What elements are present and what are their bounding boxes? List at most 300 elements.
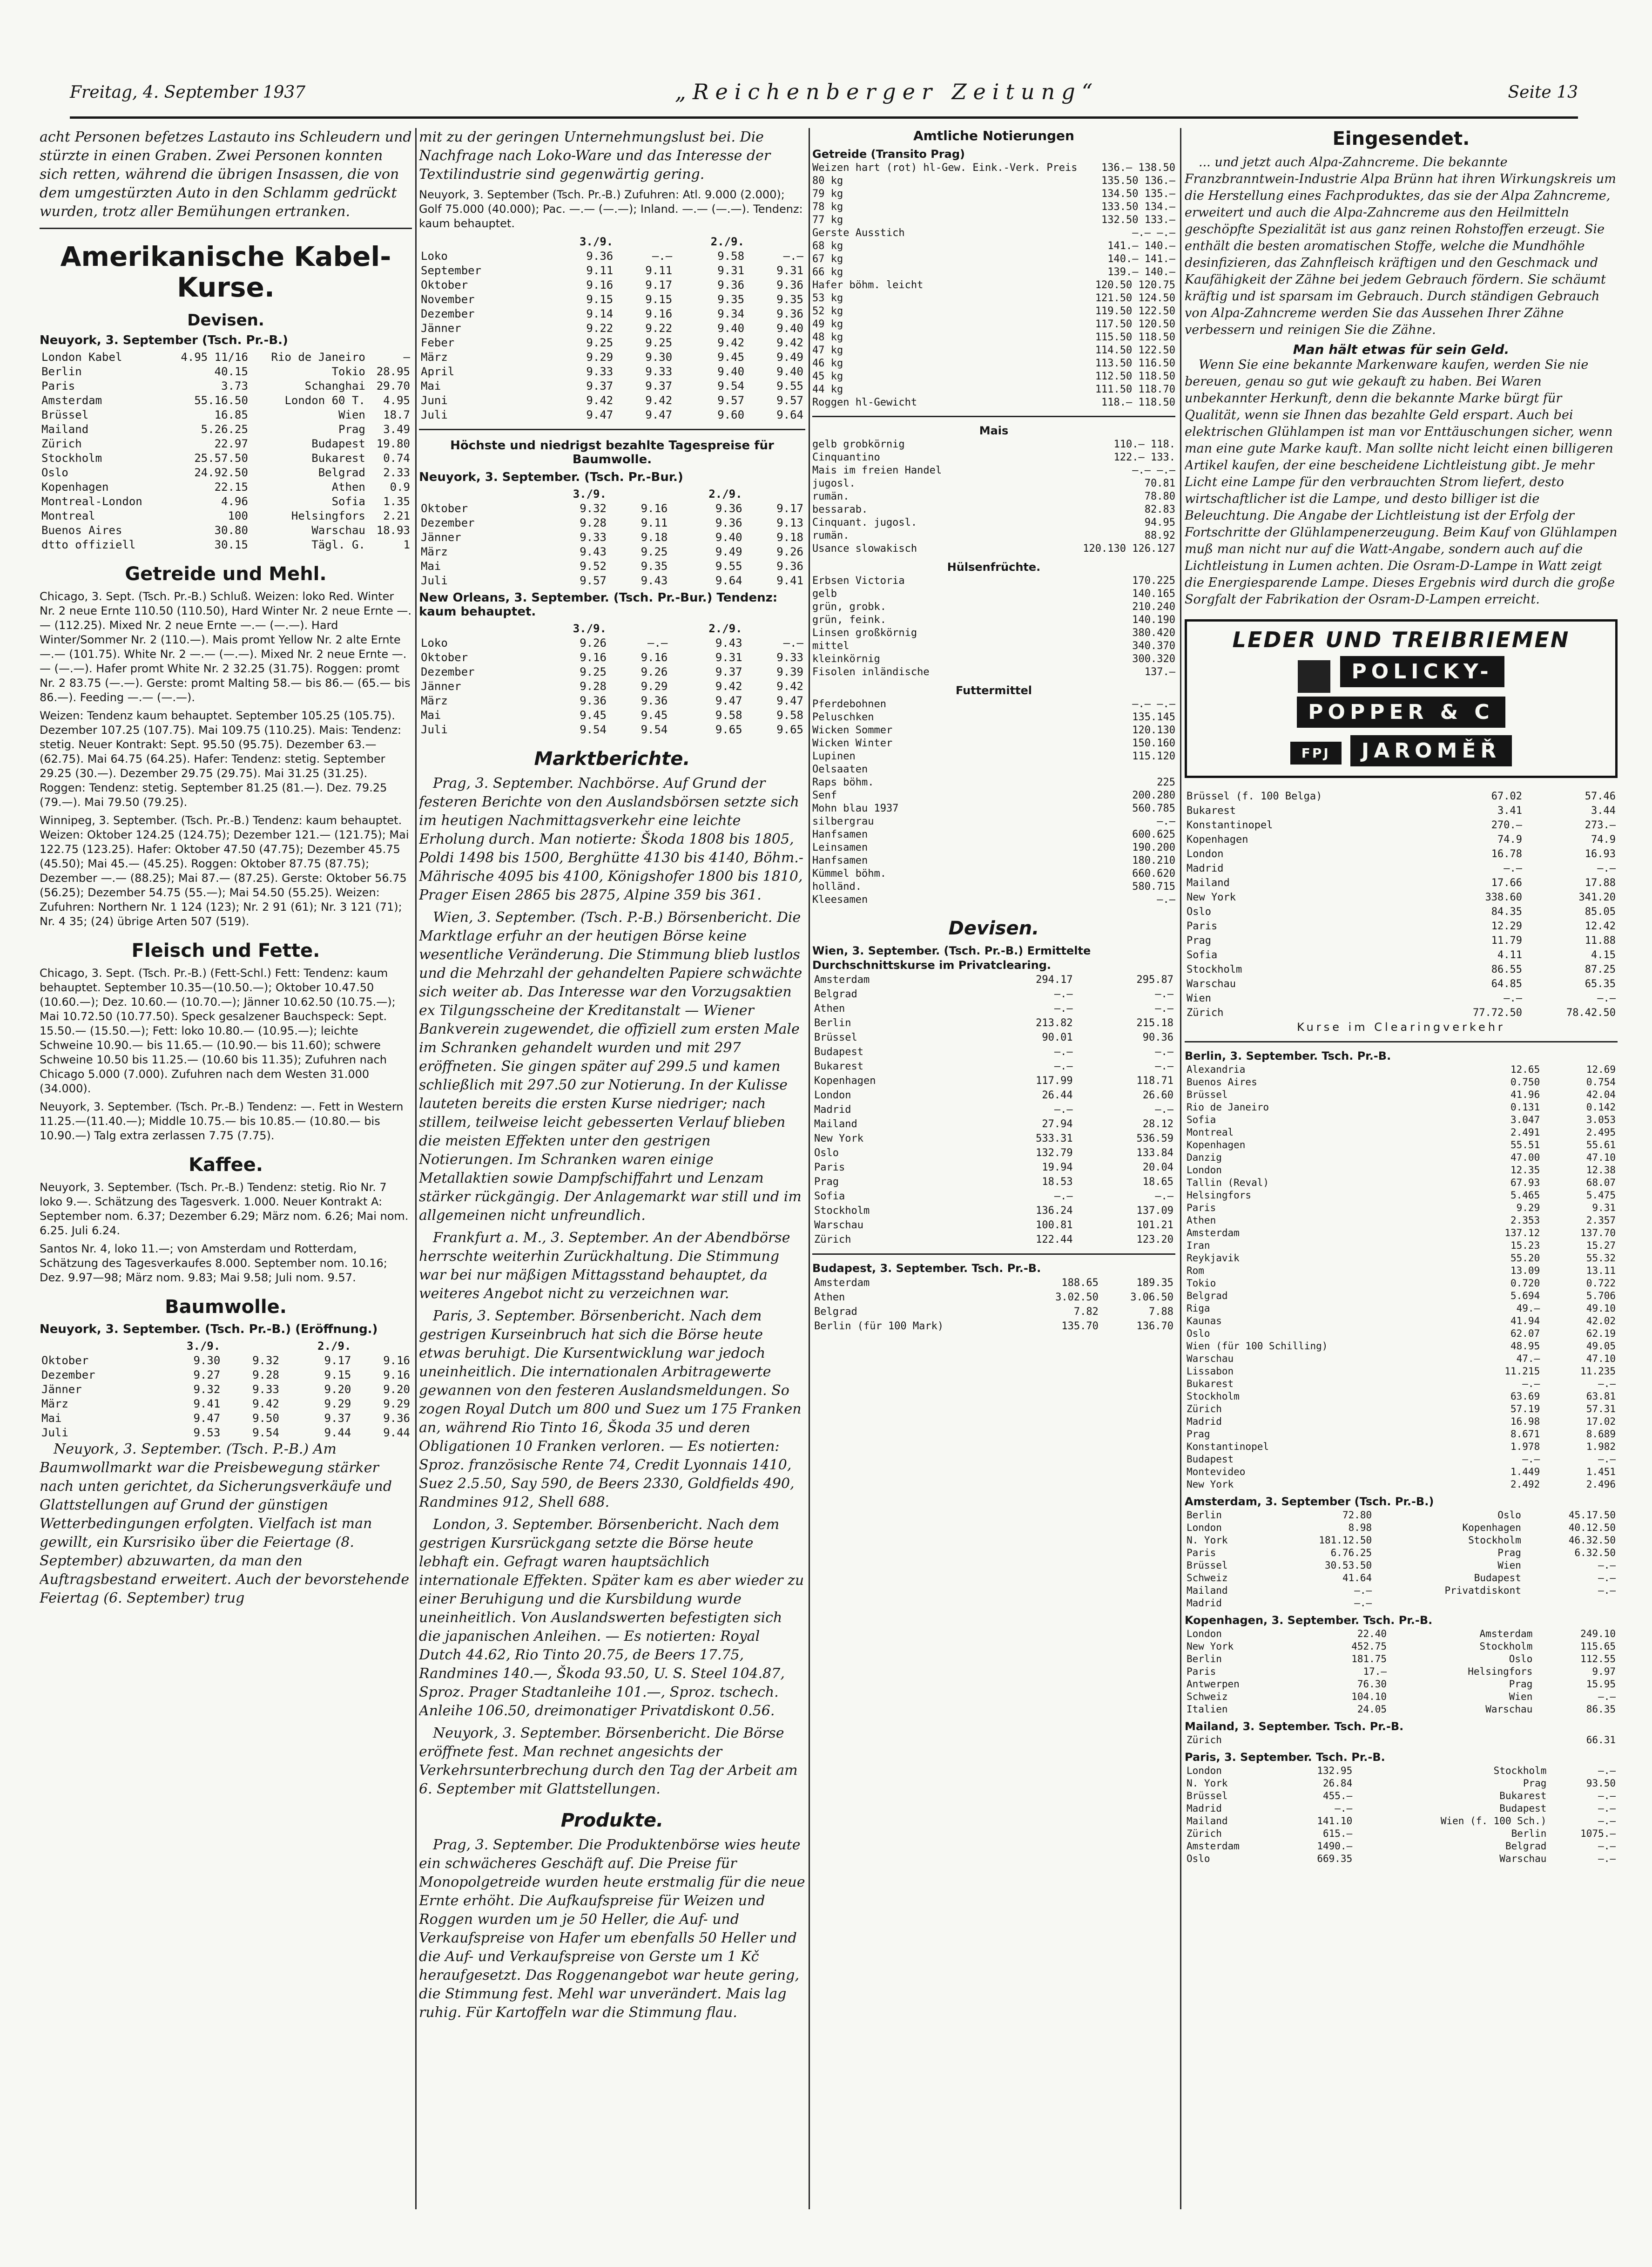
getreide-price-row: [812, 266, 1175, 279]
devisen-row: [40, 466, 412, 480]
list-cell: Cinquantino: [812, 452, 880, 463]
list-cell: 140.190: [1132, 614, 1175, 626]
table-cell: Tägl. G.: [311, 538, 365, 551]
table-cell: Dezember: [421, 307, 475, 320]
table-cell: Mai: [421, 560, 441, 573]
table-cell: Prag: [1497, 1547, 1521, 1558]
clearing-row: [1185, 934, 1618, 948]
table-cell: —.—: [1598, 1559, 1616, 1571]
column-header: 2./9.: [708, 622, 742, 635]
berlin-title: Berlin, 3. September. Tsch. Pr.-B.: [1185, 1049, 1391, 1062]
table-cell: 9.37: [586, 379, 614, 392]
table-cell: New York: [1187, 891, 1236, 903]
hoechst-row: [419, 501, 805, 516]
table-cell: Wien (für 100 Schilling): [1187, 1340, 1328, 1352]
table-cell: 29.70: [376, 379, 410, 392]
column-header: [419, 235, 543, 249]
table-cell: 77.72.50: [1473, 1007, 1522, 1019]
list-cell: Hanfsamen: [812, 855, 868, 866]
table-cell: 100: [228, 509, 248, 522]
table-cell: Warschau: [1187, 1353, 1234, 1364]
berlin-row: [1185, 1390, 1618, 1403]
table-cell: 90.01: [1042, 1032, 1073, 1043]
clearing-row: [1185, 919, 1618, 934]
kopenhagen-row: [1185, 1678, 1618, 1691]
table-cell: 2.21: [383, 509, 410, 522]
table-cell: New York: [1187, 1478, 1234, 1490]
table-cell: 9.20: [383, 1383, 410, 1396]
berlin-row: [1185, 1202, 1618, 1214]
devisen-wien-row: [812, 1189, 1175, 1204]
table-cell: Berlin: [1511, 1827, 1547, 1839]
table-cell: Amsterdam: [1479, 1628, 1533, 1639]
list-cell: 82.83: [1144, 504, 1175, 515]
table-cell: Montreal: [1187, 1126, 1234, 1138]
list-cell: 135.50 136.—: [1101, 175, 1175, 187]
table-cell: Oslo: [1497, 1509, 1521, 1521]
table-cell: 5.706: [1586, 1290, 1616, 1301]
table-cell: 40.15: [214, 365, 248, 378]
getreide-report-2: Weizen: Tendenz kaum behauptet. September 105.25 (105.75). Dezember 107.25 (107.75). Mai 109.75 (110.25). Mais: Tendenz: stetig. Neuer Kontrakt: Sept. 95.50 (95.75). Dezember 63.— (62.75). Mai 64.75 (64.25). Hafer: Tendenz: stetig. September 29.25 (30.—). Dezember 29.75 (29.75). Mai 31.25 (31.25). Roggen: Tendenz: stetig. September 81.25 (81.—). Dez. 79.25 (79.—). Mai 79.50 (79.25).: [40, 709, 402, 809]
list-cell: 200.280: [1132, 790, 1175, 801]
table-header-row: [40, 1339, 412, 1353]
issue-date: Freitag, 4. September 1937: [70, 83, 306, 102]
table-cell: 17.—: [1363, 1665, 1387, 1677]
list-cell: 112.50 118.50: [1095, 371, 1175, 382]
table-cell: —.—: [1155, 1191, 1173, 1202]
table-cell: Paris: [41, 379, 75, 392]
new-orleans-table: [419, 622, 805, 737]
table-cell: —.—: [1598, 1572, 1616, 1584]
column-header: [608, 622, 669, 636]
table-cell: 74.9: [1591, 833, 1616, 846]
table-cell: 62.07: [1510, 1327, 1540, 1339]
mais-price-row: [812, 529, 1175, 542]
berlin-row: [1185, 1478, 1618, 1491]
hoechst-title: Höchste und niedrigst bezahlte Tagespreise für Baumwolle.: [450, 439, 774, 467]
table-cell: 9.11: [645, 264, 673, 277]
table-cell: —.—: [1335, 1802, 1353, 1814]
hoechst-row: [419, 545, 805, 559]
table-cell: 3.44: [1591, 805, 1616, 817]
baumwolle-neuyork-row: [419, 350, 805, 365]
eingesendet-title-2: Man hält etwas für sein Geld.: [1293, 342, 1510, 357]
getreide-price-row: [812, 331, 1175, 344]
table-cell: Brüssel: [1187, 1089, 1228, 1100]
table-cell: 85.05: [1585, 906, 1616, 918]
table-cell: 7.82: [1073, 1306, 1099, 1318]
getreide-head: Getreide (Transito Prag): [812, 148, 965, 161]
table-header-row: [419, 235, 805, 249]
clearing-caption: Kurse im Clearingverkehr: [1297, 1020, 1505, 1034]
berlin-table: [1185, 1063, 1618, 1491]
list-cell: 660.620: [1132, 868, 1175, 880]
baumwolle-table: [40, 1339, 412, 1440]
divider: [1185, 1041, 1618, 1042]
fleisch-report: Chicago, 3. Sept. (Tsch. Pr.-B.) (Fett-Schl.) Fett: Tendenz: kaum behauptet. September 10.35—(10.50.—); Oktober 10.47.50 (10.60.—); Dez. 10.60.— (10.70.—); Jänner 10.62.50 (10.75.—); Mai 10.72.50 (10.77.50). Speck gesalzener Bauchspeck: Sept. 15.50.— (15.50.—); Fett: loko 10.80.— (10.95.—); leichte Schweine 10.90.— bis 11.65.— (10.90.— bis 11.60); schwere Schweine 10.50 bis 11.25.— (10.60 bis 11.35); Zufuhren nach Chicago 5.000 (7.000). Zufuhren nach dem Westen 31.000 (34.000).: [40, 967, 396, 1095]
table-cell: 18.65: [1142, 1176, 1173, 1188]
devisen-wien-dateline: Wien, 3. September. (Tsch. Pr.-B.) Ermittelte Durchschnittskurse im Privatclearing.: [812, 944, 1091, 972]
table-cell: 15.23: [1510, 1239, 1540, 1251]
table-cell: 24.05: [1357, 1703, 1387, 1715]
list-cell: 79 kg: [812, 188, 843, 200]
table-cell: [1523, 1597, 1618, 1610]
new-orleans-row: [419, 708, 805, 723]
table-cell: 9.18: [641, 531, 668, 544]
eingesendet-alpa: ... und jetzt auch Alpa-Zahncreme. Die bekannte Franzbranntwein-Industrie Alpa Brünn hat ihren Wirkungskreis um die Herstellung eines Fachproduktes, das sie der Alpa Zahncreme, erweitert und auch die Alpa-Zahncreme aus den Heilmitteln geschöpfte Spezialität ist aus ganz reinen Rohstoffen erzeugt. Sie enthält die besten aromatischen Stoffe, welche die Mundhöhle desinfizieren, das Zahnfleisch kräftigen und den Geschmack und Kaufähigkeit der Zähne bei jedem Gebrauch fördern. Sie schäumt kräftig und ist sparsam im Gebrauch. Durch ständigen Gebrauch von Alpa-Zahncreme werden Sie das Aussehen Ihrer Zähne verbessern und reinigen Sie die Zähne.: [1185, 155, 1616, 337]
table-cell: —.—: [783, 636, 803, 650]
mailand-table: [1185, 1734, 1618, 1746]
table-cell: 13.11: [1586, 1265, 1616, 1276]
amsterdam-row: [1185, 1534, 1618, 1547]
list-cell: Kümmel böhm.: [812, 868, 886, 880]
table-cell: 4.15: [1591, 949, 1616, 961]
table-cell: Oktober: [41, 1354, 89, 1367]
clearing-row: [1185, 977, 1618, 991]
table-cell: Athen: [814, 1003, 845, 1015]
column-3: [812, 128, 1175, 2223]
list-cell: 80 kg: [812, 175, 843, 187]
article-continuation: mit zu der geringen Unternehmungslust bei. Die Nachfrage nach Loko-Ware und das Interesse der Textilindustrie sind gegenwärtig gering.: [419, 129, 771, 183]
table-cell: 0.142: [1586, 1101, 1616, 1113]
table-cell: 3.047: [1510, 1114, 1540, 1125]
devisen-wien-row: [812, 1160, 1175, 1175]
ad-logo-text: FPJ: [1290, 742, 1342, 765]
table-cell: Budapest: [1187, 1453, 1234, 1465]
table-cell: —.—: [1054, 988, 1073, 1000]
table-cell: 9.37: [324, 1412, 351, 1425]
list-cell: 114.50 122.50: [1095, 345, 1175, 356]
berlin-row: [1185, 1101, 1618, 1114]
table-cell: —.—: [1504, 992, 1522, 1004]
table-cell: Oslo: [1509, 1653, 1533, 1665]
table-cell: —.—: [1522, 1378, 1540, 1389]
huelsen-price-row: [812, 575, 1175, 588]
table-cell: 11.235: [1580, 1365, 1616, 1377]
table-cell: Warschau: [311, 524, 365, 537]
baumwolle-row: [40, 1411, 412, 1426]
table-cell: 13.09: [1510, 1265, 1540, 1276]
table-cell: 11.79: [1491, 934, 1522, 947]
table-cell: Paris: [1187, 1202, 1216, 1213]
table-cell: April: [421, 365, 455, 378]
table-cell: 9.45: [641, 709, 668, 722]
list-cell: 134.50 135.—: [1101, 188, 1175, 200]
table-cell: Privatdiskont: [1444, 1584, 1521, 1596]
getreide-price-row: [812, 214, 1175, 227]
table-cell: 49.05: [1586, 1340, 1616, 1352]
table-cell: Zürich: [1187, 1734, 1222, 1746]
table-cell: Antwerpen: [1187, 1678, 1240, 1690]
list-cell: 121.50 124.50: [1095, 292, 1175, 304]
table-cell: 9.34: [717, 307, 745, 320]
table-cell: 9.17: [645, 278, 673, 291]
table-cell: 8.689: [1586, 1428, 1616, 1440]
list-cell: grün, grobk.: [812, 601, 886, 613]
produkte-title: Produkte.: [560, 1810, 664, 1831]
list-cell: 300.320: [1132, 653, 1175, 665]
budapest-row: [812, 1319, 1175, 1333]
berlin-row: [1185, 1089, 1618, 1101]
table-cell: 9.49: [776, 351, 803, 364]
table-cell: 18.53: [1042, 1176, 1073, 1188]
new-orleans-row: [419, 665, 805, 679]
table-cell: 141.10: [1317, 1815, 1353, 1827]
table-cell: Wien: [1187, 992, 1211, 1004]
column-header: [744, 622, 805, 636]
table-cell: Paris: [1187, 920, 1218, 932]
column-header: 3./9.: [579, 235, 614, 248]
table-cell: Juli: [421, 574, 448, 587]
devisen-row: [40, 365, 412, 379]
table-cell: 137.09: [1136, 1205, 1173, 1217]
amsterdam-row: [1185, 1597, 1618, 1610]
list-cell: 46 kg: [812, 358, 843, 369]
clearing-row: [1185, 789, 1618, 804]
table-cell: Riga: [1187, 1302, 1210, 1314]
new-orleans-row: [419, 679, 805, 694]
table-cell: —.—: [1054, 1003, 1073, 1015]
huelsen-title: Hülsenfrüchte.: [947, 561, 1041, 574]
suitcase-icon: [1298, 660, 1330, 693]
list-cell: 44 kg: [812, 384, 843, 395]
table-cell: 9.29: [641, 680, 668, 693]
table-cell: 112.55: [1580, 1653, 1616, 1665]
table-cell: 9.25: [580, 665, 607, 678]
table-cell: 669.35: [1317, 1853, 1353, 1864]
table-cell: 49.10: [1586, 1302, 1616, 1314]
table-cell: Warschau: [1499, 1853, 1547, 1864]
futter-price-row: [812, 698, 1175, 711]
table-cell: 24.92.50: [194, 466, 248, 479]
table-cell: Amsterdam: [814, 974, 870, 986]
table-cell: Stockholm: [814, 1205, 870, 1217]
devisen-table: [40, 350, 412, 552]
table-cell: 0.74: [383, 452, 410, 465]
paris-table: [1185, 1765, 1618, 1865]
list-cell: rumän.: [812, 530, 850, 541]
huelsen-price-row: [812, 588, 1175, 601]
list-cell: 47 kg: [812, 345, 843, 356]
new-orleans-row: [419, 650, 805, 665]
table-cell: Brüssel: [41, 408, 89, 421]
list-cell: 88.92: [1144, 530, 1175, 541]
clearing-row: [1185, 847, 1618, 861]
mais-price-row: [812, 451, 1175, 464]
table-cell: 9.35: [776, 293, 803, 306]
table-cell: 136.24: [1036, 1205, 1073, 1217]
list-cell: Usance slowakisch: [812, 543, 917, 555]
berlin-row: [1185, 1189, 1618, 1202]
devisen-title: Devisen.: [187, 311, 264, 330]
table-cell: —: [403, 351, 410, 364]
table-cell: 132.95: [1317, 1765, 1353, 1776]
berlin-row: [1185, 1126, 1618, 1139]
markt-wien: Wien, 3. September. (Tsch. P.-B.) Börsenbericht. Die Marktlage erfuhr an der heutigen Börse keine wesentliche Veränderung. Die Stimmung blieb lustlos und die Mehrzahl der gehandelten Papiere schwächte sich weiter ab. Das Interesse war den Vorzugsaktien ex Tilgungsscheine der Kreditanstalt — Wiener Bankverein zugewendet, die offiziell zum ersten Male im Schranken gehandelt wurden und mit 297 eröffneten. Sie gingen später auf 299.5 und kamen schließlich mit 297.50 zur Notierung. In der Kulisse lauteten bereits die ersten Kurse niedriger; nach stillem, teilweise leicht gebesserten Verlauf blieben die meisten Effekten unter den gestrigen Notierungen. Im Schranken waren einige Metallaktien sowie Dampfschiffahrt und Lenzam stärker rückgängig. Der Anlagemarkt war still und im allgemeinen nicht unfreundlich.: [419, 909, 802, 1224]
list-cell: rumän.: [812, 491, 850, 502]
page-number: Seite 13: [1508, 83, 1578, 102]
list-cell: kleinkörnig: [812, 653, 880, 665]
table-cell: 9.32: [193, 1383, 221, 1396]
kopenhagen-row: [1185, 1653, 1618, 1665]
table-cell: Feber: [421, 336, 455, 349]
table-cell: 9.28: [580, 516, 607, 529]
new-orleans-row: [419, 723, 805, 737]
list-cell: 137.—: [1144, 666, 1175, 678]
table-cell: Lissabon: [1187, 1365, 1234, 1377]
devisen-wien-row: [812, 1204, 1175, 1218]
markt-paris: Paris, 3. September. Börsenbericht. Nach dem gestrigen Kurseinbruch hat sich die Börse heute etwas beruhigt. Die Kursentwicklung war jedoch uneinheitlich. Die internationalen Arbitragewerte gewannen von den festeren Auslandsmeldungen. So zogen Royal Dutch um 800 und Suez um 175 Franken an, während Rio Tinto 16, Škoda 35 und deren Obligationen 10 Franken verloren. — Es notierten: Sproz. französische Rente 74, Credit Lyonnais 1410, Suez 2.5.50, Say 590, de Beers 2330, Goldfields 490, Randmines 912, Shell 688.: [419, 1308, 802, 1510]
baumwolle-neuyork-dateline: Neuyork, 3. September (Tsch. Pr.-B.) Zufuhren: Atl. 9.000 (2.000); Golf 75.000 (40.000); Pac. —.— (—.—); Inland. —.— (—.—). Tendenz: kaum behauptet.: [419, 188, 803, 230]
table-cell: Schweiz: [1187, 1691, 1228, 1702]
list-cell: Hafer böhm. leicht: [812, 279, 924, 291]
table-cell: 55.20: [1510, 1252, 1540, 1264]
table-cell: Sofia: [814, 1191, 845, 1202]
list-cell: —.— —.—: [1132, 698, 1175, 710]
futter-price-row: [812, 763, 1175, 776]
table-cell: 9.37: [715, 665, 742, 678]
list-cell: Senf: [812, 790, 837, 801]
list-cell: Wicken Sommer: [812, 724, 893, 736]
getreide-price-row: [812, 344, 1175, 357]
table-cell: Alexandria: [1187, 1063, 1246, 1075]
column-2: [419, 128, 805, 2223]
futter-price-row: [812, 880, 1175, 893]
table-cell: 338.60: [1485, 891, 1522, 903]
table-cell: Athen: [331, 480, 365, 494]
table-cell: 47.00: [1510, 1151, 1540, 1163]
table-cell: 87.25: [1585, 963, 1616, 975]
winnipeg-report: Winnipeg, 3. September. (Tsch. Pr.-B.) Tendenz: kaum behauptet. Weizen: Oktober 124.25 (124.75); Dezember 121.— (121.75); Mai 122.75 (123.25). Hafer: Oktober 47.50 (47.75); Dezember 45.75 (45.50); Mai 45.— (45.25). Roggen: Oktober 87.75 (87.75); Dezember —.— (88.25); Mai 87.— (87.25). Gerste: Oktober 56.75 (56.25); Dezember 54.75 (55.—); Mai 54.50 (55.25). Weizen: Zufuhren: Northern Nr. 1 124 (123); Nr. 2 91 (61); Nr. 3 121 (71); Nr. 4 35; (24) übrige Arten 507 (519).: [40, 814, 409, 928]
table-cell: Oslo: [814, 1147, 839, 1159]
mais-title: Mais: [979, 424, 1009, 437]
baumwolle-neuyork-row: [419, 292, 805, 307]
getreide-price-row: [812, 318, 1175, 331]
table-cell: Wien: [338, 408, 365, 421]
table-cell: 533.31: [1036, 1133, 1073, 1144]
table-cell: März: [421, 351, 448, 364]
new-orleans-row: [419, 636, 805, 650]
table-cell: 9.20: [324, 1383, 351, 1396]
list-cell: 70.81: [1144, 478, 1175, 489]
table-cell: November: [421, 293, 475, 306]
table-cell: —.—: [1598, 1802, 1616, 1814]
table-cell: 133.84: [1136, 1147, 1173, 1159]
list-cell: —.— —.—: [1132, 227, 1175, 239]
table-cell: 9.58: [717, 250, 745, 263]
table-cell: September: [421, 264, 482, 277]
table-cell: 16.93: [1585, 848, 1616, 860]
table-cell: Budapest: [1499, 1802, 1547, 1814]
table-cell: Montreal-London: [41, 495, 142, 508]
baumwolle-neuyork-table: [419, 235, 805, 422]
table-cell: 2.496: [1586, 1478, 1616, 1490]
column-header: 2./9.: [317, 1340, 351, 1353]
list-cell: Oelsaaten: [812, 764, 868, 775]
table-cell: 132.79: [1036, 1147, 1073, 1159]
table-cell: —.—: [1598, 1815, 1616, 1827]
table-cell: Jänner: [421, 322, 461, 335]
hoechst-row: [419, 516, 805, 530]
table-cell: Helsingfors: [291, 509, 365, 522]
table-cell: Brüssel: [1187, 1559, 1228, 1571]
table-cell: 9.54: [580, 723, 607, 736]
table-cell: London: [1187, 1765, 1222, 1776]
produkte-report: Prag, 3. September. Die Produktenbörse wies heute ein schwächeres Geschäft auf. Die Preise für Monopolgetreide wurden heute erstmalig für die neue Ernte erhöht. Die Aufkaufspreise für Weizen und Roggen wurden um je 50 Heller, die Auf- und Verkaufspreise von Hafer um ebenfalls 50 Heller und die Auf- und Verkaufspreise von Gerste um 1 Kč heraufgesetzt. Das Roggenangebot war heute gering, die Stimmung fest. Mehl war unverändert. Mais lag ruhig. Für Kartoffeln war die Stimmung flau.: [419, 1837, 805, 2021]
table-cell: 22.97: [214, 437, 248, 450]
table-cell: 22.40: [1357, 1628, 1387, 1639]
table-cell: New York: [814, 1133, 863, 1144]
table-cell: März: [421, 694, 448, 707]
ad-headline: LEDER UND TREIBRIEMEN: [1232, 627, 1570, 652]
table-cell: Oslo: [1187, 1327, 1210, 1339]
devisen-wien-row: [812, 1218, 1175, 1232]
list-cell: Erbsen Victoria: [812, 575, 905, 587]
amsterdam-row: [1185, 1509, 1618, 1522]
table-cell: 28.95: [376, 365, 410, 378]
table-cell: 45.17.50: [1568, 1509, 1616, 1521]
devisen-row: [40, 451, 412, 466]
table-cell: 9.54: [717, 379, 745, 392]
table-cell: Loko: [421, 636, 448, 650]
list-cell: 132.50 133.—: [1101, 214, 1175, 226]
divider: [812, 416, 1175, 417]
table-cell: 9.41: [193, 1397, 221, 1410]
list-cell: 48 kg: [812, 332, 843, 343]
list-cell: 135.145: [1132, 711, 1175, 723]
table-cell: Montreal: [41, 509, 95, 522]
list-cell: 111.50 118.70: [1095, 384, 1175, 395]
table-cell: 55.16.50: [194, 394, 248, 407]
table-cell: 9.33: [586, 365, 614, 378]
advertisement-policky-popper: [1185, 619, 1618, 778]
table-cell: Zürich: [1187, 1403, 1222, 1414]
table-cell: Juli: [421, 723, 448, 736]
list-cell: 94.95: [1144, 517, 1175, 528]
berlin-row: [1185, 1353, 1618, 1365]
table-cell: 9.35: [717, 293, 745, 306]
table-cell: 4.95 11/16: [181, 351, 248, 364]
getreide-price-row: [812, 188, 1175, 201]
table-cell: 341.20: [1578, 891, 1616, 903]
table-cell: Stockholm: [1187, 963, 1242, 975]
table-cell: Loko: [421, 250, 448, 263]
table-cell: 30.80: [214, 524, 248, 537]
berlin-row: [1185, 1403, 1618, 1415]
list-cell: 78.80: [1144, 491, 1175, 502]
table-cell: 136.70: [1136, 1320, 1173, 1332]
table-cell: —.—: [1354, 1597, 1372, 1609]
list-cell: —.—: [1157, 894, 1175, 906]
table-cell: 9.65: [715, 723, 742, 736]
table-cell: Madrid: [1187, 1802, 1222, 1814]
table-cell: Reykjavik: [1187, 1252, 1240, 1264]
table-cell: 48.95: [1510, 1340, 1540, 1352]
table-cell: 9.31: [717, 264, 745, 277]
paris-row: [1185, 1815, 1618, 1827]
table-cell: Juni: [421, 394, 448, 407]
table-cell: 270.—: [1491, 819, 1522, 831]
budapest-row: [812, 1290, 1175, 1305]
list-cell: 53 kg: [812, 292, 843, 304]
list-cell: 139.— 140.—: [1107, 266, 1175, 278]
table-cell: 12.35: [1510, 1164, 1540, 1176]
table-cell: 9.31: [776, 264, 803, 277]
table-cell: 9.41: [776, 574, 803, 587]
table-cell: 9.42: [776, 680, 803, 693]
table-cell: 9.33: [252, 1383, 279, 1396]
table-cell: 9.33: [580, 531, 607, 544]
